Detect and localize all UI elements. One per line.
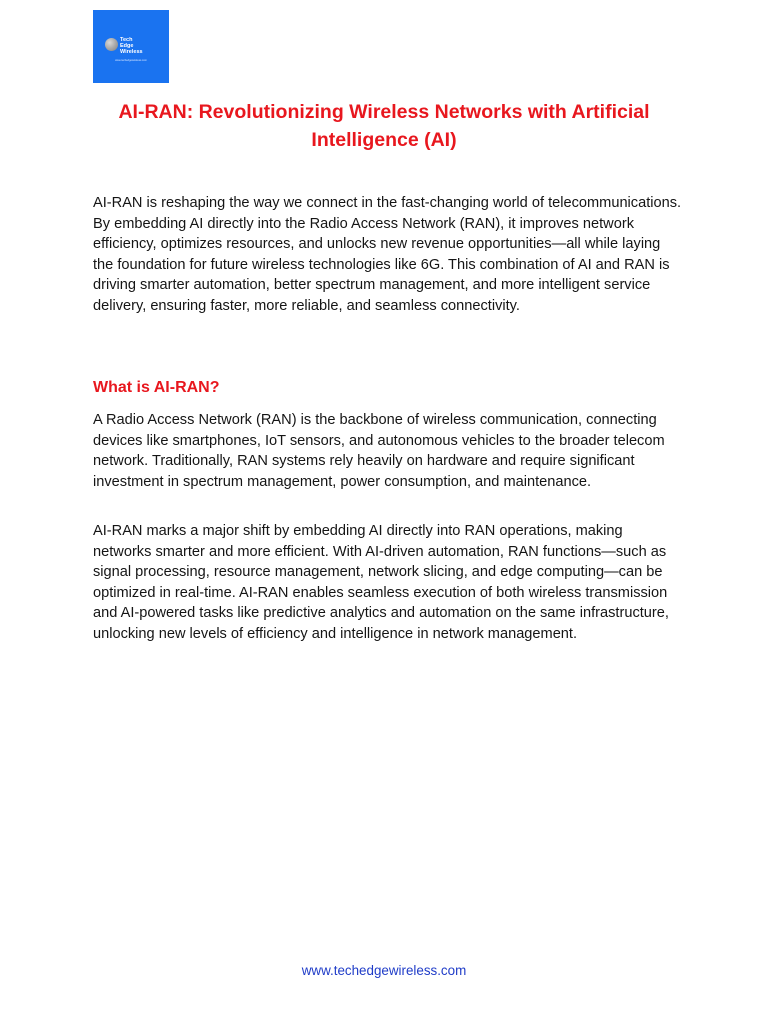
- logo-name: Tech Edge Wireless: [120, 37, 143, 55]
- page-title: AI-RAN: Revolutionizing Wireless Networks with Artificial Intelligence (AI): [118, 101, 650, 151]
- footer: [0, 962, 768, 980]
- globe-icon: [105, 38, 118, 51]
- footer-website-link[interactable]: www.techedgewireless.com: [301, 963, 467, 978]
- company-logo: [93, 10, 169, 83]
- section-paragraph-1: A Radio Access Network (RAN) is the backbone of wireless communication, connecting devices like smartphones, IoT sensors, and autonomous vehicles to the broader telecom network. Traditionally, RAN systems rely heavily on hardware and require significant investment in spectrum management, power consumption, and maintenance.: [93, 412, 665, 490]
- section-heading: What is AI-RAN?: [93, 379, 220, 396]
- logo-url: www.techedgewireless.com: [115, 59, 147, 62]
- intro-paragraph: AI-RAN is reshaping the way we connect in the fast-changing world of telecommunications. By embedding AI directly into the Radio Access Network (RAN), it improves network efficiency, optimizes resources, and unlocks new revenue opportunities—all while laying the foundation for future wireless technologies like 6G. This combination of AI and RAN is driving smarter automation, better spectrum management, and more intelligent service delivery, ensuring faster, more reliable, and seamless connectivity.: [93, 195, 682, 314]
- section-paragraph-2: AI-RAN marks a major shift by embedding AI directly into RAN operations, making networks smarter and more efficient. With AI-driven automation, RAN functions—such as signal processing, resource management, network slicing, and edge computing—can be optimized in real-time. AI-RAN enables seamless execution of both wireless transmission and AI-powered tasks like predictive analytics and automation on the same infrastructure, unlocking new levels of efficiency and intelligence in network management.: [93, 523, 669, 642]
